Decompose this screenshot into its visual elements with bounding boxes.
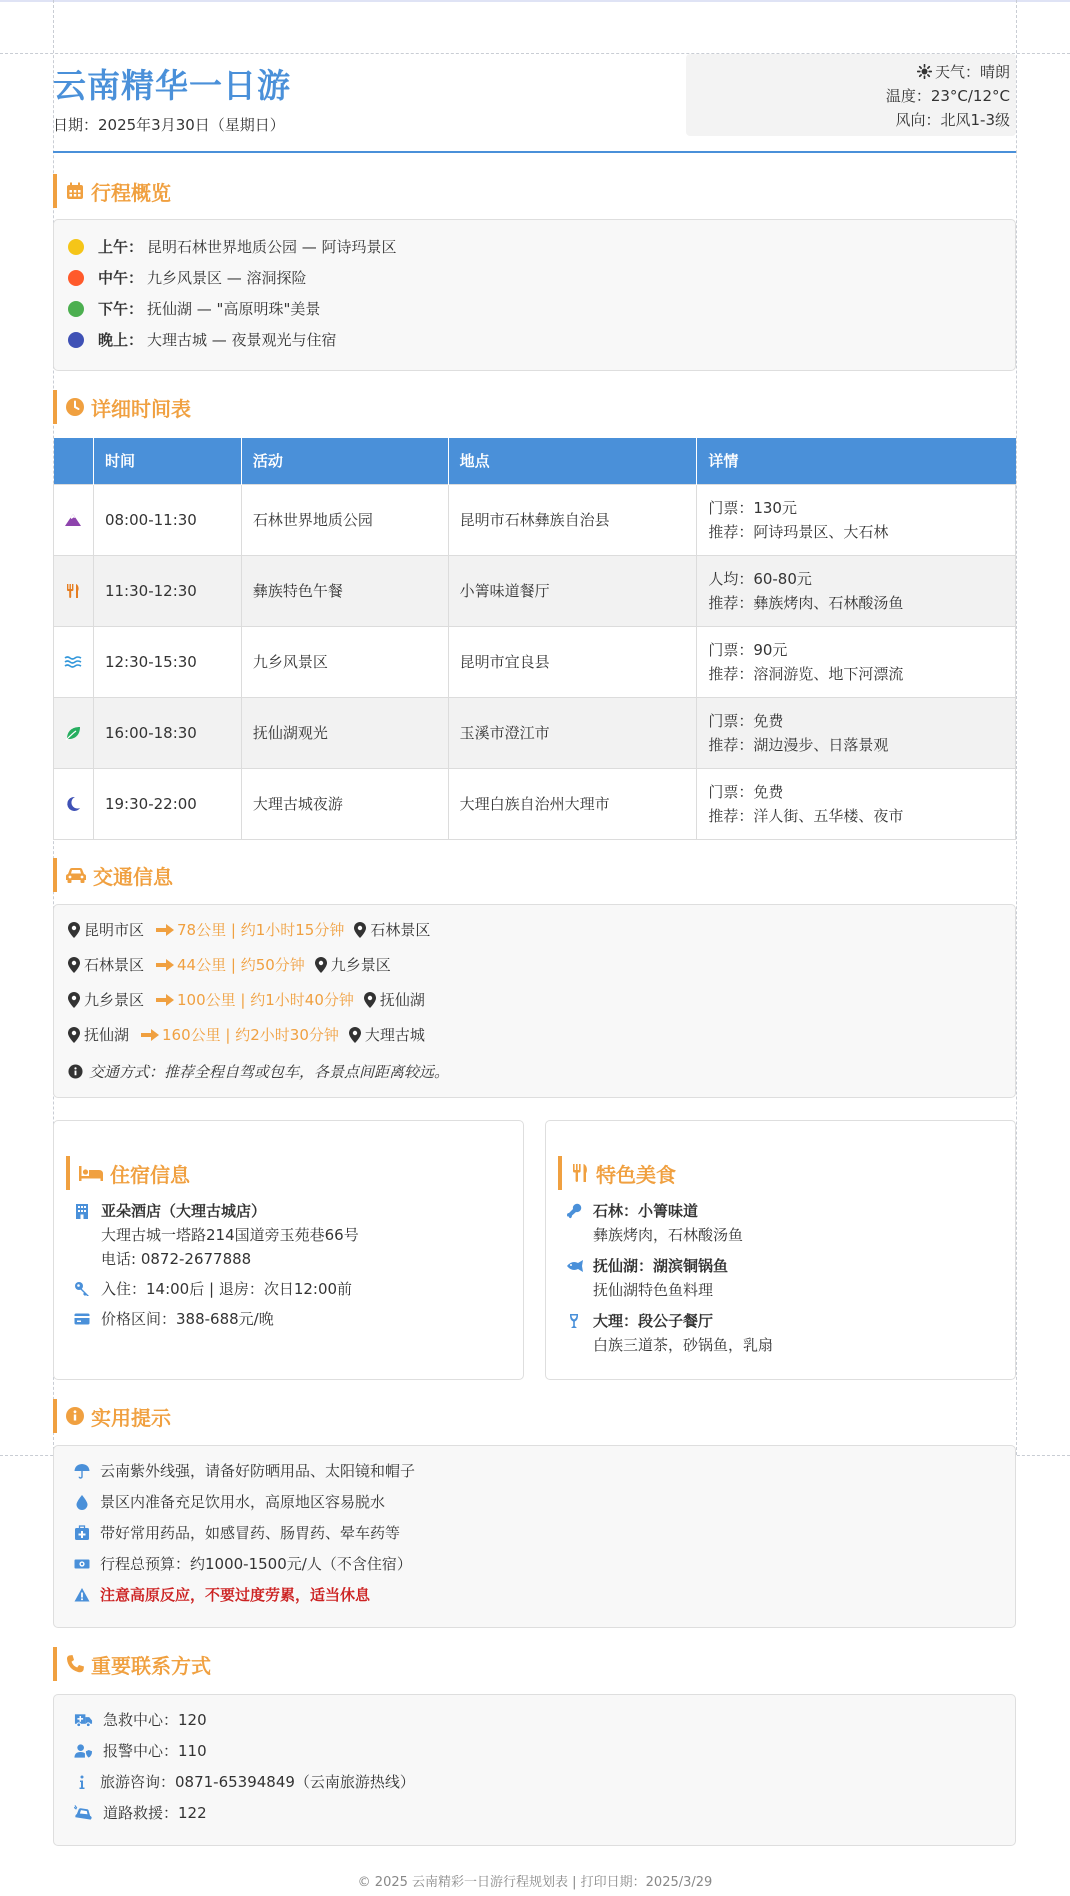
detail-line: 推荐：溶洞游览、地下河漂流: [708, 664, 904, 683]
hotel-name: 亚朵酒店（大理古城店）: [101, 1202, 267, 1220]
contact-text: 报警中心：110: [103, 1742, 207, 1760]
activity-cell: 大理古城夜游: [241, 768, 448, 839]
table-row: [54, 626, 1016, 697]
lodging-title: 住宿信息: [110, 1162, 190, 1187]
table-row: [54, 697, 1016, 768]
row-icon-cell: [54, 555, 94, 626]
arrow-right-icon: [156, 958, 174, 972]
overview-text: 昆明石林世界地质公园 — 阿诗玛景区: [147, 238, 397, 256]
route-row: [68, 1024, 425, 1045]
transport-box: [53, 904, 1016, 1098]
row-icon-cell: [54, 484, 94, 555]
contact-item: [74, 1740, 207, 1761]
info-circle-icon: [68, 1064, 83, 1079]
hotel-phone: 电话: 0872-2677888: [101, 1250, 252, 1268]
tips-box: [53, 1445, 1016, 1628]
arrow-right-icon: [141, 1028, 159, 1042]
activity-cell: 九乡风景区: [241, 626, 448, 697]
medkit-icon: [74, 1525, 90, 1541]
tips-section-title: [53, 1399, 171, 1433]
overview-period: 上午：: [98, 238, 144, 256]
route-to: 九乡景区: [330, 956, 391, 974]
map-pin-icon: [68, 922, 80, 938]
tips-title: 实用提示: [91, 1405, 171, 1430]
detail-cell: [697, 697, 1016, 768]
table-row: [54, 768, 1016, 839]
route-info: 100公里 | 约1小时40分钟: [177, 991, 354, 1009]
transport-section-title: [53, 858, 173, 892]
time-cell: 16:00-18:30: [93, 697, 241, 768]
food-desc: 抚仙湖特色鱼料理: [593, 1281, 714, 1299]
contact-text: 道路救援：122: [103, 1804, 207, 1822]
weather-panel: [686, 54, 1016, 136]
column-header: 地点: [448, 438, 697, 484]
tip-item: [74, 1491, 385, 1512]
weather-row: [686, 60, 1010, 84]
detail-cell: [697, 626, 1016, 697]
route-from: 石林景区: [84, 956, 145, 974]
detail-line: 门票：免费: [708, 711, 784, 730]
place-cell: 小箐味道餐厅: [448, 555, 697, 626]
lodging-card: [53, 1120, 524, 1380]
column-header: 活动: [241, 438, 448, 484]
mountain-icon: [64, 511, 82, 529]
table-row: [54, 555, 1016, 626]
hotel-address: 大理古城一塔路214国道旁玉苑巷66号: [101, 1226, 359, 1244]
detail-line: 推荐：阿诗玛景区、大石林: [708, 522, 889, 541]
schedule-title: 详细时间表: [91, 396, 191, 421]
price-text: 价格区间：388-688元/晚: [101, 1310, 274, 1328]
table-header-row: [54, 438, 1016, 484]
route-to: 石林景区: [370, 921, 431, 939]
place-cell: 昆明市宜良县: [448, 626, 697, 697]
route-row: [68, 989, 425, 1010]
food-name: 大理：段公子餐厅: [593, 1312, 714, 1330]
detail-line: 人均：60-80元: [708, 569, 812, 588]
route-row: [68, 919, 430, 940]
route-row: [68, 954, 391, 975]
lodging-section-title: [66, 1156, 190, 1190]
detail-line: 推荐：彝族烤肉、石林酸汤鱼: [708, 593, 904, 612]
row-icon-cell: [54, 768, 94, 839]
tip-item: [74, 1553, 412, 1574]
umbrella-icon: [74, 1463, 90, 1479]
time-cell: 19:30-22:00: [93, 768, 241, 839]
top-strip: [0, 0, 1070, 2]
route-from: 九乡景区: [84, 991, 145, 1009]
activity-cell: 抚仙湖观光: [241, 697, 448, 768]
overview-period: 中午：: [98, 269, 144, 287]
route-distance: [156, 954, 305, 975]
tip-item-warning: [74, 1584, 370, 1605]
food-item: [566, 1254, 728, 1302]
row-icon-cell: [54, 697, 94, 768]
contact-text: 旅游咨询：0871-65394849（云南旅游热线）: [100, 1773, 415, 1791]
contact-item: [74, 1802, 207, 1823]
header-divider: [53, 151, 1016, 153]
ambulance-icon: [74, 1712, 93, 1728]
food-name: 石林：小箐味道: [593, 1202, 699, 1220]
moon-icon: [64, 795, 82, 813]
detail-line: 推荐：洋人街、五华楼、夜市: [708, 806, 904, 825]
activity-cell: 彝族特色午餐: [241, 555, 448, 626]
map-pin-icon: [364, 992, 376, 1008]
contact-item: [74, 1709, 207, 1730]
tip-text: 云南紫外线强，请备好防晒用品、太阳镜和帽子: [100, 1462, 416, 1480]
utensils-icon: [570, 1163, 590, 1183]
checkin-text: 入住：14:00后 | 退房：次日12:00前: [101, 1280, 353, 1298]
column-header: 详情: [697, 438, 1016, 484]
wind-text: 风向：北风1-3级: [895, 111, 1010, 129]
credit-card-icon: [74, 1311, 90, 1327]
column-header: 时间: [93, 438, 241, 484]
contact-text: 急救中心：120: [103, 1711, 207, 1729]
food-item: [566, 1309, 773, 1357]
row-icon-cell: [54, 626, 94, 697]
evening-dot: [68, 332, 84, 348]
page-title: 云南精华一日游: [53, 66, 291, 105]
food-desc: 彝族烤肉，石林酸汤鱼: [593, 1226, 744, 1244]
route-to: 抚仙湖: [379, 991, 425, 1009]
food-name: 抚仙湖：湖滨铜锅鱼: [593, 1257, 729, 1275]
route-from: 昆明市区: [84, 921, 145, 939]
overview-section-title: [53, 174, 171, 208]
drumstick-icon: [566, 1203, 582, 1219]
fish-icon: [566, 1258, 584, 1274]
police-icon: [74, 1743, 93, 1759]
food-card: [545, 1120, 1016, 1380]
activity-cell: 石林世界地质公园: [241, 484, 448, 555]
route-distance: [141, 1024, 339, 1045]
route-distance: [156, 919, 344, 940]
page-footer: © 2025 云南精彩一日游行程规划表 | 打印日期：2025/3/29: [357, 1875, 713, 1890]
info-icon: [74, 1774, 90, 1790]
food-title: 特色美食: [596, 1162, 676, 1187]
transport-title: 交通信息: [93, 864, 173, 889]
tip-item: [74, 1522, 400, 1543]
map-pin-icon: [354, 922, 366, 938]
overview-item-morning: [68, 236, 397, 257]
noon-dot: [68, 270, 84, 286]
transport-note-text: 交通方式：推荐全程自驾或包车，各景点间距离较远。: [89, 1063, 450, 1081]
map-pin-icon: [315, 957, 327, 973]
weather-text: 天气：晴朗: [934, 63, 1010, 81]
detail-line: 门票：90元: [708, 640, 788, 659]
phone-icon: [65, 1654, 85, 1674]
overview-text: 九乡风景区 — 溶洞探险: [147, 269, 307, 287]
map-pin-icon: [68, 957, 80, 973]
page-guide-right: [1016, 0, 1017, 1455]
schedule-table: [53, 438, 1016, 840]
overview-item-noon: [68, 267, 307, 288]
detail-line: 推荐：湖边漫步、日落景观: [708, 735, 889, 754]
checkin-entry: [74, 1277, 352, 1304]
overview-text: 大理古城 — 夜景观光与住宿: [147, 331, 337, 349]
utensils-icon: [64, 582, 82, 600]
map-pin-icon: [68, 992, 80, 1008]
contacts-section-title: [53, 1647, 211, 1681]
detail-line: 门票：免费: [708, 782, 784, 801]
contacts-box: [53, 1694, 1016, 1846]
car-icon: [65, 865, 87, 885]
overview-text: 抚仙湖 — "高原明珠"美景: [147, 300, 321, 318]
route-to: 大理古城: [364, 1026, 425, 1044]
place-cell: 玉溪市澄江市: [448, 697, 697, 768]
tip-text: 带好常用药品，如感冒药、肠胃药、晕车药等: [100, 1524, 401, 1542]
tip-warning-text: 注意高原反应，不要过度劳累，适当休息: [100, 1586, 371, 1604]
tip-text: 行程总预算：约1000-1500元/人（不含住宿）: [100, 1555, 412, 1573]
overview-period: 晚上：: [98, 331, 144, 349]
route-info: 44公里 | 约50分钟: [177, 956, 305, 974]
leaf-icon: [64, 724, 82, 742]
overview-item-evening: [68, 329, 337, 350]
time-cell: 11:30-12:30: [93, 555, 241, 626]
info-circle-icon: [65, 1406, 85, 1426]
overview-box: [53, 219, 1016, 371]
calendar-icon: [65, 181, 85, 201]
money-icon: [74, 1556, 90, 1572]
contacts-title: 重要联系方式: [91, 1653, 211, 1678]
contact-item: [74, 1771, 415, 1792]
detail-cell: [697, 484, 1016, 555]
warning-icon: [74, 1587, 90, 1603]
schedule-section-title: [53, 390, 191, 424]
clock-icon: [65, 397, 85, 417]
arrow-right-icon: [156, 993, 174, 1007]
overview-item-afternoon: [68, 298, 320, 319]
trip-date: 日期：2025年3月30日（星期日）: [53, 116, 285, 134]
glass-icon: [566, 1313, 582, 1329]
time-cell: 08:00-11:30: [93, 484, 241, 555]
map-pin-icon: [68, 1027, 80, 1043]
detail-line: 门票：130元: [708, 498, 797, 517]
food-desc: 白族三道茶，砂锅鱼，乳扇: [593, 1336, 774, 1354]
temperature-text: 温度：23°C/12°C: [885, 87, 1010, 105]
water-icon: [64, 653, 82, 671]
car-crash-icon: [74, 1805, 93, 1821]
place-cell: 昆明市石林彝族自治县: [448, 484, 697, 555]
overview-period: 下午：: [98, 300, 144, 318]
food-section-title: [558, 1156, 676, 1190]
map-pin-icon: [349, 1027, 361, 1043]
hotel-entry: [74, 1199, 359, 1271]
arrow-right-icon: [156, 923, 174, 937]
water-drop-icon: [74, 1494, 90, 1510]
detail-cell: [697, 768, 1016, 839]
tip-item: [74, 1460, 415, 1481]
table-row: [54, 484, 1016, 555]
route-info: 78公里 | 约1小时15分钟: [177, 921, 345, 939]
route-distance: [156, 989, 354, 1010]
price-entry: [74, 1307, 274, 1334]
time-cell: 12:30-15:30: [93, 626, 241, 697]
sun-icon: [917, 64, 932, 79]
afternoon-dot: [68, 301, 84, 317]
building-icon: [74, 1203, 90, 1219]
place-cell: 大理白族自治州大理市: [448, 768, 697, 839]
icon-column-header: [54, 438, 94, 484]
route-info: 160公里 | 约2小时30分钟: [162, 1026, 339, 1044]
morning-dot: [68, 239, 84, 255]
bed-icon: [78, 1163, 104, 1183]
key-icon: [74, 1281, 90, 1297]
detail-cell: [697, 555, 1016, 626]
food-item: [566, 1199, 743, 1247]
overview-title: 行程概览: [91, 180, 171, 205]
tip-text: 景区内准备充足饮用水，高原地区容易脱水: [100, 1493, 386, 1511]
route-from: 抚仙湖: [84, 1026, 130, 1044]
transport-note: [68, 1061, 449, 1082]
